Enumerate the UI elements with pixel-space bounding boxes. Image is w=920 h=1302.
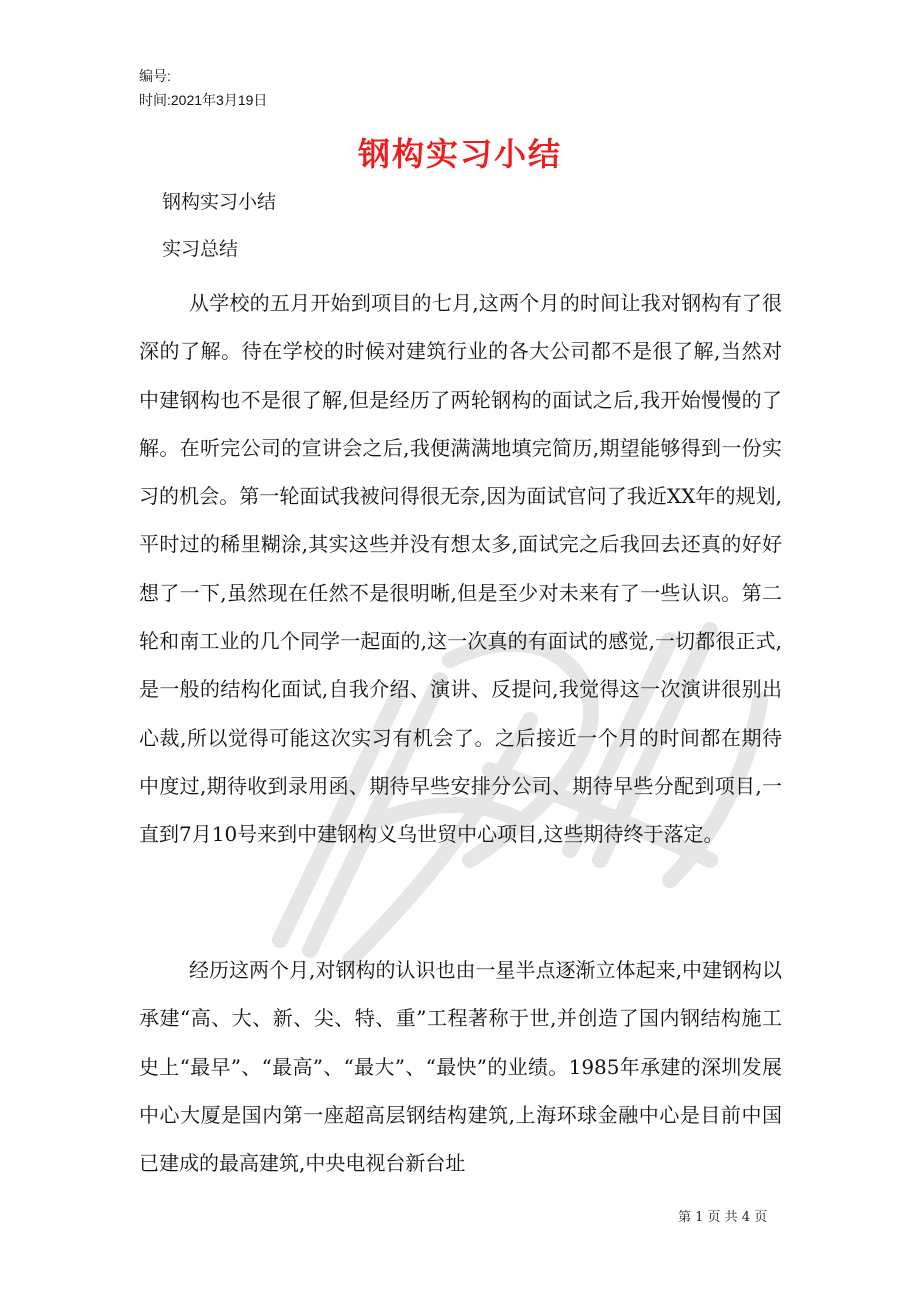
document-subtitle: 钢构实习小结 (162, 191, 277, 213)
section-heading: 实习总结 (162, 238, 239, 260)
page-indicator: 第 1 页 共 4 页 (678, 1210, 768, 1225)
document-number-label: 编号: (139, 68, 171, 84)
paragraph: 从学校的五月开始到项目的七月,这两个月的时间让我对钢构有了很深的了解。待在学校的时候对建筑行业的各大公司都不是很了解,当然对中建钢构也不是很了解,但是经历了两轮钢构的面试之后,我开始慢慢的了解。在听完公司的宣讲会之后,我便满满地填完简历,期望能够得到一份实习的机会。第一轮面试我被问得很无奈,因为面试官问了我近XX年的规划,平时过的稀里糊涂,其实这些并没有想太多,面试完之后我回去还真的好好想了一下,虽然现在任然不是很明晰,但是至少对未来有了一些认识。第二轮和南工业的几个同学一起面的,这一次真的有面试的感觉,一切都很正式,是一般的结构化面试,自我介绍、演讲、反提问,我觉得这一次演讲很别出心裁,所以觉得可能这次实习有机会了。之后接近一个月的时间都在期待中度过,期待收到录用函、期待早些安排分公司、期待早些分配到项目,一直到7月10号来到中建钢构义乌世贸中心项目,这些期待终于落定。 (139, 291, 782, 847)
document-title: 钢构实习小结 (357, 135, 562, 173)
paragraph: 经历这两个月,对钢构的认识也由一星半点逐渐立体起来,中建钢构以承建“高、大、新、尖、特、重”工程著称于世,并创造了国内钢结构施工史上“最早”、“最高”、“最大”、“最快”的业绩。1985年承建的深圳发展中心大厦是国内第一座超高层钢结构建筑,上海环球金融中心是目前中国已建成的最高建筑,中央电视台新台址 (139, 958, 782, 1176)
document-date-label: 时间:2021年3月19日 (139, 92, 268, 108)
